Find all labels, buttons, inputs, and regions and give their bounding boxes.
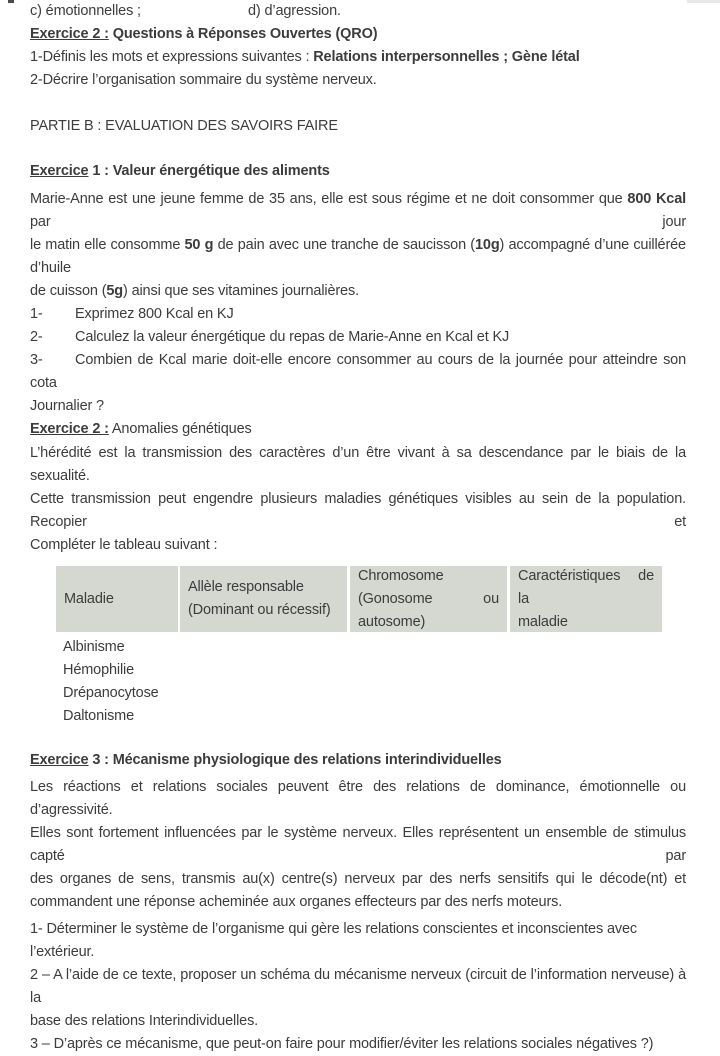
exercise1-para-line2-text: le matin elle consomme [30, 237, 185, 253]
exercise3-question-1: 1- Déterminer le système de l’organisme qui gère les relations conscientes et inconscientes avec l’extérieur. [30, 921, 637, 960]
header-cell-maladie [56, 566, 178, 632]
exercise3-para-line4: commandent une réponse acheminée aux organes effecteurs par des nerfs moteurs. [30, 894, 563, 910]
exercise1-question-3-number: 3- [30, 352, 43, 368]
qro-question-2: 2-Décrire l’organisation sommaire du système nerveux. [30, 72, 377, 88]
part-b-title: PARTIE B : EVALUATION DES SAVOIRS FAIRE [30, 118, 338, 134]
exercise1-heading [30, 160, 686, 183]
header-chromosome-gonosome: (Gonosome [358, 590, 433, 607]
exercise1-kcal-value: 800 Kcal [627, 191, 686, 207]
mcq-option-d: d) d’agression. [248, 3, 341, 19]
exercise1-question-1 [30, 303, 686, 326]
exercise3-heading-label: Exercice [30, 752, 89, 768]
exercise1-para-line3 [30, 280, 686, 303]
exercise1-para-line2-end: ) accompagné d’une cuillérée d’huile [30, 237, 686, 276]
header-caracteristiques-line2: maladie [518, 613, 568, 630]
header-allele-line1: Allèle responsable [188, 579, 304, 595]
exercise3-heading-title: Mécanisme physiologique des relations interindividuelles [112, 752, 502, 768]
scrollbar-fragment [687, 0, 720, 3]
exercise1-sausage-mass: 10g [474, 237, 500, 253]
exercise1-para-line3-text: de cuisson ( [30, 283, 107, 299]
table-row-daltonisme: Daltonisme [63, 708, 135, 724]
table-row-albinisme: Albinisme [63, 639, 125, 655]
table-row-drepanocytose: Drépanocytose [63, 685, 159, 701]
exercise1-question-2-number: 2- [30, 329, 43, 345]
header-chromosome-ou: ou [483, 590, 499, 607]
qro-question-1-terms: Relations interpersonnelles ; Gène létal [313, 49, 580, 65]
exercise1-bread-mass: 50 g [184, 237, 214, 253]
exercise1-heading-label: Exercice [30, 163, 89, 179]
header-chromosome-line2 [358, 588, 499, 611]
exercise2-qro-heading-rest: Questions à Réponses Ouvertes (QRO) [108, 26, 378, 42]
header-cell-chromosome [350, 566, 507, 632]
exercise1-para-line3-end: ) ainsi que ses vitamines journalières. [123, 283, 359, 299]
exercise3-para-line3: des organes de sens, transmis au(x) centre(s) nerveux par des nerfs sensitifs qui le décode(nt) et [30, 871, 686, 887]
header-cell-allele [180, 566, 347, 632]
header-chromosome-line1: Chromosome [358, 567, 444, 584]
exercise3-question-2-line1: 2 – A l’aide de ce texte, proposer un schéma du mécanisme nerveux (circuit de l’information nerveuse) à la [30, 967, 686, 1006]
mcq-option-c: c) émotionnelles ; [30, 3, 141, 19]
exercise1-para-line2-mid: de pain avec une tranche de saucisson ( [213, 237, 475, 253]
exercise1-heading-title: Valeur énergétique des aliments [112, 163, 330, 179]
header-allele-line2: (Dominant ou récessif) [188, 602, 331, 618]
header-cell-caracteristiques [510, 566, 662, 632]
exercise1-heading-number: 1 : [88, 163, 113, 179]
qro-question-1-text: 1-Définis les mots et expressions suivantes : [30, 49, 314, 65]
exercise3-question-3: 3 – D’après ce mécanisme, que peut-on faire pour modifier/éviter les relations sociales négatives ?) [30, 1036, 654, 1052]
genetics-table [56, 566, 662, 728]
genetics-table-header [56, 566, 662, 632]
exercise1-oil-mass: 5g [106, 283, 124, 299]
mcq-options-line [30, 0, 686, 23]
exercise1-question-1-number: 1- [30, 306, 43, 322]
exercise3-para-line1: Les réactions et relations sociales peuvent être des relations de dominance, émotionnelle ou d’agressivité. [30, 779, 686, 818]
exercise1-question-2-text: Calculez la valeur énergétique du repas de Marie-Anne en Kcal et KJ [75, 329, 510, 345]
exercise2-gen-heading-title: Anomalies génétiques [108, 421, 252, 437]
exercise3-heading [30, 749, 686, 772]
exercise2-gen-heading [30, 418, 686, 441]
genetics-table-body [56, 632, 662, 728]
exercise3-para-line2: Elles sont fortement influencées par le système nerveux. Elles représentent un ensemble de stimulus capté par [30, 825, 686, 864]
exercise1-para-line1 [30, 188, 686, 234]
exercise1-question-2 [30, 326, 686, 349]
exercise1-question-1-text: Exprimez 800 Kcal en KJ [75, 306, 234, 322]
header-caracteristiques-line1: Caractéristiques de la [518, 567, 654, 607]
exercise3-heading-number: 3 : [88, 752, 113, 768]
header-chromosome-line3: autosome) [358, 613, 426, 630]
exercise1-question-3-continued: Journalier ? [30, 398, 104, 414]
exercise2-gen-heading-label: Exercice 2 : [30, 421, 109, 437]
table-row-hemophilie: Hémophilie [63, 662, 135, 678]
exercise1-para-line1-text: Marie-Anne est une jeune femme de 35 ans, elle est sous régime et ne doit consommer que [30, 191, 628, 207]
exercise1-question-3 [30, 349, 686, 395]
exercise1-para-line1-end: par jour [30, 214, 686, 230]
qro-question-1 [30, 46, 686, 69]
exercise2-para-line2: Cette transmission peut engendre plusieurs maladies génétiques visibles au sein de la population. Recopier et [30, 491, 686, 530]
exercise2-qro-heading [30, 23, 686, 46]
exercise2-para-line3: Compléter le tableau suivant : [30, 537, 218, 553]
page-edge-mark [8, 0, 14, 3]
exercise2-qro-heading-label: Exercice 2 : [30, 26, 109, 42]
exercise2-para-line1: L’hérédité est la transmission des caractères d’un être vivant à sa descendance par le biais de la sexualité. [30, 445, 686, 484]
exercise1-question-3-text: Combien de Kcal marie doit-elle encore consommer au cours de la journée pour atteindre son cota [30, 352, 686, 391]
header-maladie-label: Maladie [64, 590, 114, 607]
exercise1-para-line2 [30, 234, 686, 280]
exercise3-question-2-line2: base des relations Interindividuelles. [30, 1013, 259, 1029]
